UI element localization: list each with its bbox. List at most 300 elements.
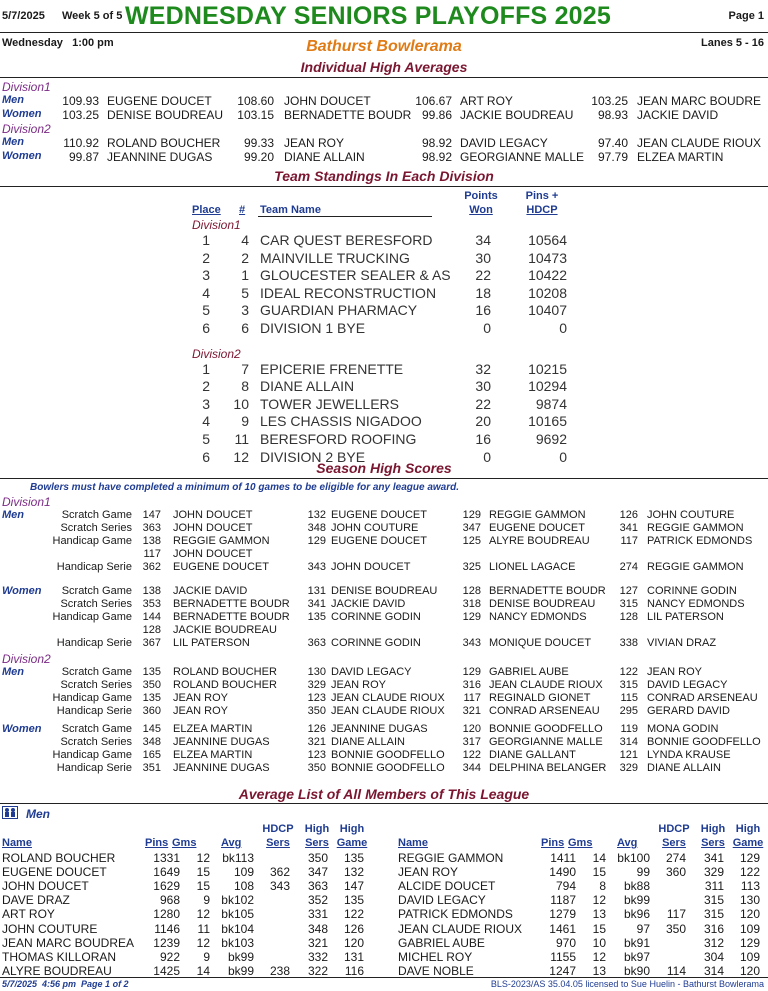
- score-bowler: GEORGIANNE MALLE: [489, 735, 603, 748]
- member-average: bk97: [623, 949, 650, 964]
- score-bowler: JEAN CLAUDE RIOUX: [331, 691, 445, 704]
- member-high-series: 331: [307, 907, 328, 922]
- score-category: Handicap Game: [52, 534, 132, 547]
- score-value: 350: [307, 704, 326, 717]
- score-category: Scratch Series: [60, 597, 132, 610]
- score-bowler: CONRAD ARSENEAU: [647, 691, 758, 704]
- average-value: 98.92: [421, 150, 452, 164]
- score-value: 367: [142, 636, 161, 649]
- member-high-game: 132: [343, 865, 364, 880]
- score-bowler: JEAN ROY: [331, 678, 387, 691]
- member-hdcp-series: 114: [666, 963, 686, 978]
- eligibility-note: Bowlers must have completed a minimum of 10 games to be eligible for any league award.: [30, 482, 460, 493]
- member-high-game: 129: [739, 935, 760, 950]
- score-value: 122: [619, 666, 638, 678]
- standing-pins: 10208: [528, 284, 567, 301]
- member-high-series: 329: [703, 865, 724, 880]
- score-bowler: BONNIE GOODFELLO: [331, 761, 445, 774]
- report-date: 5/7/2025: [2, 10, 45, 22]
- score-value: 121: [619, 748, 638, 761]
- season-rule: [0, 478, 768, 479]
- score-bowler: JEANNINE DUGAS: [173, 735, 270, 748]
- score-value: 123: [307, 691, 326, 704]
- score-bowler: JOHN DOUCET: [173, 521, 253, 534]
- standing-team-name: EPICERIE FRENETTE: [260, 360, 404, 377]
- standing-points: 30: [475, 378, 491, 395]
- member-high-series: 321: [307, 935, 328, 950]
- standing-place: 1: [202, 360, 210, 377]
- score-value: 129: [462, 666, 481, 678]
- member-pins: 922: [159, 949, 180, 964]
- member-pins: 970: [555, 935, 576, 950]
- score-bowler: JEAN ROY: [173, 691, 229, 704]
- member-average: bk90: [623, 963, 650, 978]
- average-value: 108.60: [237, 94, 274, 108]
- score-category: Handicap Game: [52, 748, 132, 761]
- standing-team-name: MAINVILLE TRUCKING: [260, 249, 410, 266]
- member-pins: 1279: [549, 907, 576, 922]
- bowler-name: JACKIE DAVID: [637, 108, 719, 122]
- member-average: 109: [233, 865, 254, 880]
- score-value: 144: [142, 610, 161, 623]
- score-bowler: CORINNE GODIN: [331, 636, 421, 649]
- member-name: DAVE NOBLE: [398, 963, 474, 978]
- score-bowler: MONIQUE DOUCET: [489, 636, 592, 649]
- avglist-col-hdcp: HDCP: [262, 823, 294, 835]
- score-bowler: EUGENE DOUCET: [173, 560, 269, 573]
- standing-points: 16: [475, 302, 491, 319]
- member-average: bk99: [623, 893, 650, 908]
- member-hdcp-series: 362: [269, 865, 290, 880]
- footer-rule: [0, 977, 768, 978]
- col-pins: Pins +: [525, 190, 559, 202]
- score-bowler: JACKIE DAVID: [173, 585, 248, 597]
- standing-team-name: GLOUCESTER SEALER & AS: [260, 267, 451, 284]
- member-high-series: 347: [307, 865, 328, 880]
- standing-place: 2: [202, 249, 210, 266]
- score-value: 138: [142, 534, 161, 547]
- standing-team-number: 2: [241, 249, 249, 266]
- member-high-game: 109: [739, 921, 760, 936]
- member-hdcp-series: 350: [665, 921, 686, 936]
- member-high-game: 109: [739, 949, 760, 964]
- footer-left: 5/7/2025 4:56 pm Page 1 of 2: [2, 979, 129, 989]
- score-value: 117: [463, 691, 481, 704]
- score-value: 363: [142, 521, 161, 534]
- member-average: bk105: [221, 907, 254, 922]
- score-bowler: REGGIE GAMMON: [489, 509, 586, 521]
- center-name: Bathurst Bowlerama: [306, 38, 462, 55]
- score-bowler: GABRIEL AUBE: [489, 666, 569, 678]
- col-won: Won: [469, 204, 493, 216]
- avglist-rule: [0, 803, 768, 804]
- score-bowler: BERNADETTE BOUDR: [489, 585, 606, 597]
- score-bowler: EUGENE DOUCET: [331, 509, 427, 521]
- standing-team-name: LES CHASSIS NIGADOO: [260, 413, 422, 430]
- member-average: bk102: [221, 893, 254, 908]
- score-value: 129: [462, 610, 481, 623]
- member-average: bk100: [617, 851, 650, 865]
- member-high-game: 120: [739, 907, 760, 922]
- score-bowler: DIANE ALLAIN: [331, 735, 405, 748]
- average-value: 109.93: [62, 94, 99, 108]
- standing-pins: 10165: [528, 413, 567, 430]
- score-value: 126: [307, 723, 326, 735]
- division-label: Division1: [2, 495, 51, 509]
- score-bowler: JOHN COUTURE: [647, 509, 735, 521]
- average-value: 99.86: [421, 108, 452, 122]
- gender-label: Men: [2, 136, 24, 148]
- member-high-game: 122: [343, 907, 364, 922]
- week-label: Week 5 of 5: [62, 10, 123, 22]
- member-name: ALYRE BOUDREAU: [2, 963, 112, 978]
- score-category: Scratch Game: [61, 585, 132, 597]
- score-value: 135: [142, 691, 161, 704]
- avglist-col-high-sers: Sers: [701, 837, 725, 849]
- score-value: 350: [307, 761, 326, 774]
- lanes-label: Lanes 5 - 16: [701, 37, 764, 49]
- standings-title: Team Standings In Each Division: [274, 168, 494, 184]
- standing-points: 22: [475, 267, 491, 284]
- header-rule: [0, 32, 768, 33]
- score-bowler: MONA GODIN: [647, 723, 719, 735]
- score-value: 120: [462, 723, 481, 735]
- score-value: 132: [307, 509, 326, 521]
- score-bowler: JEAN ROY: [173, 704, 229, 717]
- member-high-series: 352: [307, 893, 328, 908]
- member-pins: 968: [159, 893, 180, 908]
- score-bowler: DENISE BOUDREAU: [331, 585, 438, 597]
- standing-team-name: CAR QUEST BERESFORD: [260, 232, 433, 248]
- standing-pins: 0: [559, 448, 567, 465]
- member-average: bk96: [623, 907, 650, 922]
- member-high-game: 116: [344, 963, 364, 978]
- score-bowler: LIL PATERSON: [173, 636, 250, 649]
- member-average: bk99: [227, 963, 254, 978]
- member-average: bk99: [227, 949, 254, 964]
- standing-pins: 10564: [528, 232, 567, 248]
- average-value: 106.67: [415, 94, 452, 108]
- avglist-col-avg: Avg: [221, 837, 242, 849]
- score-value: 347: [462, 521, 481, 534]
- member-games: 12: [592, 949, 606, 964]
- standing-team-number: 5: [241, 284, 249, 301]
- score-value: 344: [462, 761, 481, 774]
- standing-points: 20: [475, 413, 491, 430]
- standing-place: 1: [202, 232, 210, 248]
- score-bowler: NANCY EDMONDS: [489, 610, 587, 623]
- score-value: 338: [619, 636, 638, 649]
- score-value: 128: [619, 610, 638, 623]
- standing-pins: 10215: [528, 360, 567, 377]
- member-games: 8: [599, 879, 606, 894]
- bowler-name: JEANNINE DUGAS: [107, 150, 213, 164]
- score-bowler: NANCY EDMONDS: [647, 597, 745, 610]
- standing-team-number: 4: [241, 232, 249, 248]
- day-time: Wednesday 1:00 pm: [2, 37, 114, 49]
- average-value: 98.92: [421, 136, 452, 150]
- avglist-section: Men: [26, 807, 50, 821]
- average-value: 99.20: [243, 150, 274, 164]
- score-bowler: BONNIE GOODFELLO: [331, 748, 445, 761]
- score-bowler: ELZEA MARTIN: [173, 748, 253, 761]
- member-average: 108: [233, 879, 254, 894]
- member-average: 99: [636, 865, 650, 880]
- averages-rule: [0, 77, 768, 78]
- member-pins: 1461: [549, 921, 576, 936]
- avglist-col-hdcp-sers: Sers: [662, 837, 686, 849]
- member-high-series: 304: [703, 949, 724, 964]
- score-value: 321: [307, 735, 326, 748]
- avglist-col-high-game1: High: [735, 823, 761, 835]
- standing-place: 5: [202, 302, 210, 319]
- score-bowler: JEAN ROY: [647, 666, 703, 678]
- member-pins: 1649: [153, 865, 180, 880]
- standing-pins: 10422: [528, 267, 567, 284]
- bowler-name: JEAN CLAUDE RIOUX: [637, 136, 762, 150]
- avglist-col-name: Name: [2, 837, 32, 849]
- score-category: Handicap Serie: [56, 761, 132, 774]
- standing-place: 4: [202, 413, 210, 430]
- average-value: 99.87: [68, 150, 99, 164]
- score-value: 353: [142, 597, 161, 610]
- score-bowler: CONRAD ARSENEAU: [489, 704, 600, 717]
- score-value: 129: [462, 509, 481, 521]
- gender-label: Men: [2, 94, 24, 106]
- avglist-col-gms: Gms: [568, 837, 593, 849]
- member-high-game: 135: [343, 893, 364, 908]
- bowler-name: BERNADETTE BOUDR: [284, 108, 412, 122]
- gender-label: Men: [2, 666, 24, 678]
- standing-points: 30: [475, 249, 491, 266]
- team-col-rule: [258, 216, 432, 217]
- member-name: REGGIE GAMMON: [398, 851, 504, 865]
- gender-label: Women: [2, 723, 42, 735]
- standing-team-number: 8: [241, 378, 249, 395]
- average-value: 99.33: [243, 136, 274, 150]
- member-high-series: 348: [307, 921, 328, 936]
- standing-place: 2: [202, 378, 210, 395]
- member-pins: 1490: [549, 865, 576, 880]
- score-bowler: ELZEA MARTIN: [173, 723, 253, 735]
- score-value: 129: [307, 534, 326, 547]
- avglist-col-high-game2: Game: [732, 837, 764, 849]
- member-games: 12: [196, 851, 210, 865]
- bowler-name: JEAN ROY: [284, 136, 345, 150]
- standing-place: 6: [202, 448, 210, 465]
- average-value: 110.92: [63, 136, 99, 150]
- member-games: 15: [196, 865, 210, 880]
- score-value: 316: [462, 678, 481, 691]
- score-value: 348: [142, 735, 161, 748]
- division-label: Division2: [2, 652, 51, 666]
- score-value: 325: [462, 560, 481, 573]
- standing-points: 16: [475, 431, 491, 447]
- avglist-col-high-game1: High: [339, 823, 365, 835]
- score-bowler: JOHN DOUCET: [173, 509, 253, 521]
- score-bowler: JEAN CLAUDE RIOUX: [489, 678, 603, 691]
- score-value: 115: [620, 691, 638, 704]
- bowler-name: JACKIE BOUDREAU: [460, 108, 574, 122]
- member-high-series: 312: [703, 935, 724, 950]
- bowler-name: JEAN MARC BOUDRE: [637, 94, 762, 108]
- standing-team-number: 1: [241, 267, 249, 284]
- score-value: 130: [307, 666, 326, 678]
- score-value: 321: [462, 704, 481, 717]
- score-category: Scratch Game: [61, 666, 132, 678]
- member-games: 13: [592, 963, 606, 978]
- standing-team-number: 11: [234, 431, 249, 447]
- score-bowler: DAVID LEGACY: [331, 666, 412, 678]
- score-value: 122: [462, 748, 481, 761]
- member-high-series: 363: [307, 879, 328, 894]
- member-pins: 1629: [153, 879, 180, 894]
- standing-points: 34: [475, 232, 491, 248]
- bowler-name: DIANE ALLAIN: [284, 150, 365, 164]
- score-value: 128: [142, 623, 161, 636]
- score-category: Scratch Series: [60, 678, 132, 691]
- member-high-game: 113: [740, 879, 760, 894]
- division-label: Division1: [192, 218, 241, 232]
- average-value: 103.15: [237, 108, 274, 122]
- col-team: Team Name: [260, 204, 321, 216]
- average-value: 97.40: [597, 136, 628, 150]
- standing-points: 18: [475, 284, 491, 301]
- score-value: 274: [619, 560, 638, 573]
- member-games: 13: [592, 907, 606, 922]
- division-label: Division2: [2, 122, 51, 136]
- score-bowler: VIVIAN DRAZ: [647, 636, 717, 649]
- avglist-col-high-sers: Sers: [305, 837, 329, 849]
- member-name: EUGENE DOUCET: [2, 865, 107, 880]
- score-value: 343: [307, 560, 326, 573]
- member-pins: 1239: [153, 935, 180, 950]
- standing-place: 5: [202, 431, 210, 447]
- member-high-game: 129: [739, 851, 760, 865]
- score-bowler: GERARD DAVID: [647, 704, 730, 717]
- score-value: 128: [462, 585, 481, 597]
- member-high-game: 122: [739, 865, 760, 880]
- bowler-name: ROLAND BOUCHER: [107, 136, 221, 150]
- standing-place: 3: [202, 395, 210, 412]
- standing-team-number: 6: [241, 320, 249, 336]
- member-pins: 1155: [550, 949, 576, 964]
- avglist-col-avg: Avg: [617, 837, 638, 849]
- season-title: Season High Scores: [316, 460, 452, 476]
- member-games: 9: [203, 949, 210, 964]
- member-high-game: 131: [343, 949, 364, 964]
- member-name: DAVID LEGACY: [398, 893, 486, 908]
- member-average: bk104: [221, 921, 254, 936]
- score-bowler: EUGENE DOUCET: [331, 534, 427, 547]
- score-bowler: DIANE GALLANT: [489, 748, 576, 761]
- score-bowler: REGGIE GAMMON: [647, 521, 744, 534]
- score-bowler: JEAN CLAUDE RIOUX: [331, 704, 445, 717]
- gender-label: Women: [2, 150, 42, 162]
- score-value: 363: [307, 636, 326, 649]
- member-games: 14: [592, 851, 606, 865]
- score-value: 362: [142, 560, 161, 573]
- score-value: 135: [142, 666, 161, 678]
- score-value: 131: [307, 585, 326, 597]
- col-place: Place: [192, 204, 221, 216]
- member-name: JEAN MARC BOUDREA: [2, 935, 135, 950]
- standing-team-name: DIVISION 2 BYE: [260, 448, 366, 465]
- standing-pins: 10294: [528, 378, 567, 395]
- member-pins: 1247: [549, 963, 576, 978]
- report-title: WEDNESDAY SENIORS PLAYOFFS 2025: [125, 2, 611, 30]
- score-value: 125: [462, 534, 481, 547]
- standing-team-number: 7: [241, 360, 249, 377]
- score-value: 350: [142, 678, 161, 691]
- score-category: Handicap Game: [52, 610, 132, 623]
- member-high-game: 126: [343, 921, 364, 936]
- member-high-game: 130: [739, 893, 760, 908]
- avglist-col-hdcp-sers: Sers: [266, 837, 290, 849]
- member-pins: 1187: [550, 893, 576, 908]
- member-games: 14: [196, 963, 210, 978]
- score-value: 341: [307, 597, 326, 610]
- standing-points: 0: [483, 448, 491, 465]
- score-bowler: CORINNE GODIN: [647, 585, 737, 597]
- member-hdcp-series: 117: [666, 907, 686, 922]
- col-points: Points: [464, 190, 498, 202]
- standing-team-number: 12: [233, 448, 249, 465]
- member-name: PATRICK EDMONDS: [398, 907, 513, 922]
- average-value: 103.25: [591, 94, 628, 108]
- standing-pins: 9692: [535, 431, 567, 447]
- score-value: 145: [142, 723, 161, 735]
- score-bowler: REGINALD GIONET: [489, 691, 591, 704]
- score-value: 123: [307, 748, 326, 761]
- member-high-series: 341: [703, 851, 724, 865]
- member-name: JOHN COUTURE: [2, 921, 98, 936]
- standing-team-name: IDEAL RECONSTRUCTION: [260, 284, 437, 301]
- member-high-series: 311: [704, 879, 724, 894]
- standing-team-number: 9: [241, 413, 249, 430]
- member-high-game: 147: [343, 879, 364, 894]
- avglist-col-high: High: [700, 823, 726, 835]
- member-high-game: 120: [739, 963, 760, 978]
- col-num: #: [239, 204, 246, 216]
- member-name: ALCIDE DOUCET: [398, 879, 496, 894]
- score-value: 117: [143, 547, 161, 560]
- col-hdcp: HDCP: [526, 204, 558, 216]
- score-bowler: ROLAND BOUCHER: [173, 678, 277, 691]
- division-label: Division1: [2, 80, 51, 94]
- bowler-name: DENISE BOUDREAU: [107, 108, 224, 122]
- bowler-name: JOHN DOUCET: [284, 94, 371, 108]
- score-bowler: BERNADETTE BOUDR: [173, 597, 290, 610]
- member-high-series: 315: [703, 907, 724, 922]
- member-average: bk113: [222, 851, 254, 865]
- score-bowler: JOHN COUTURE: [331, 521, 419, 534]
- score-value: 135: [307, 610, 326, 623]
- standing-team-name: DIANE ALLAIN: [260, 378, 355, 395]
- member-hdcp-series: 238: [269, 963, 290, 978]
- score-value: 117: [620, 534, 638, 547]
- score-bowler: JOHN DOUCET: [331, 560, 411, 573]
- gender-label: Women: [2, 108, 42, 120]
- avglist-col-pins: Pins: [541, 837, 565, 849]
- member-games: 10: [592, 935, 606, 950]
- score-value: 315: [619, 678, 638, 691]
- member-name: MICHEL ROY: [398, 949, 473, 964]
- avglist-col-high-game2: Game: [336, 837, 368, 849]
- standing-place: 6: [202, 320, 210, 336]
- member-average: bk103: [221, 935, 254, 950]
- member-pins: 1411: [550, 851, 576, 865]
